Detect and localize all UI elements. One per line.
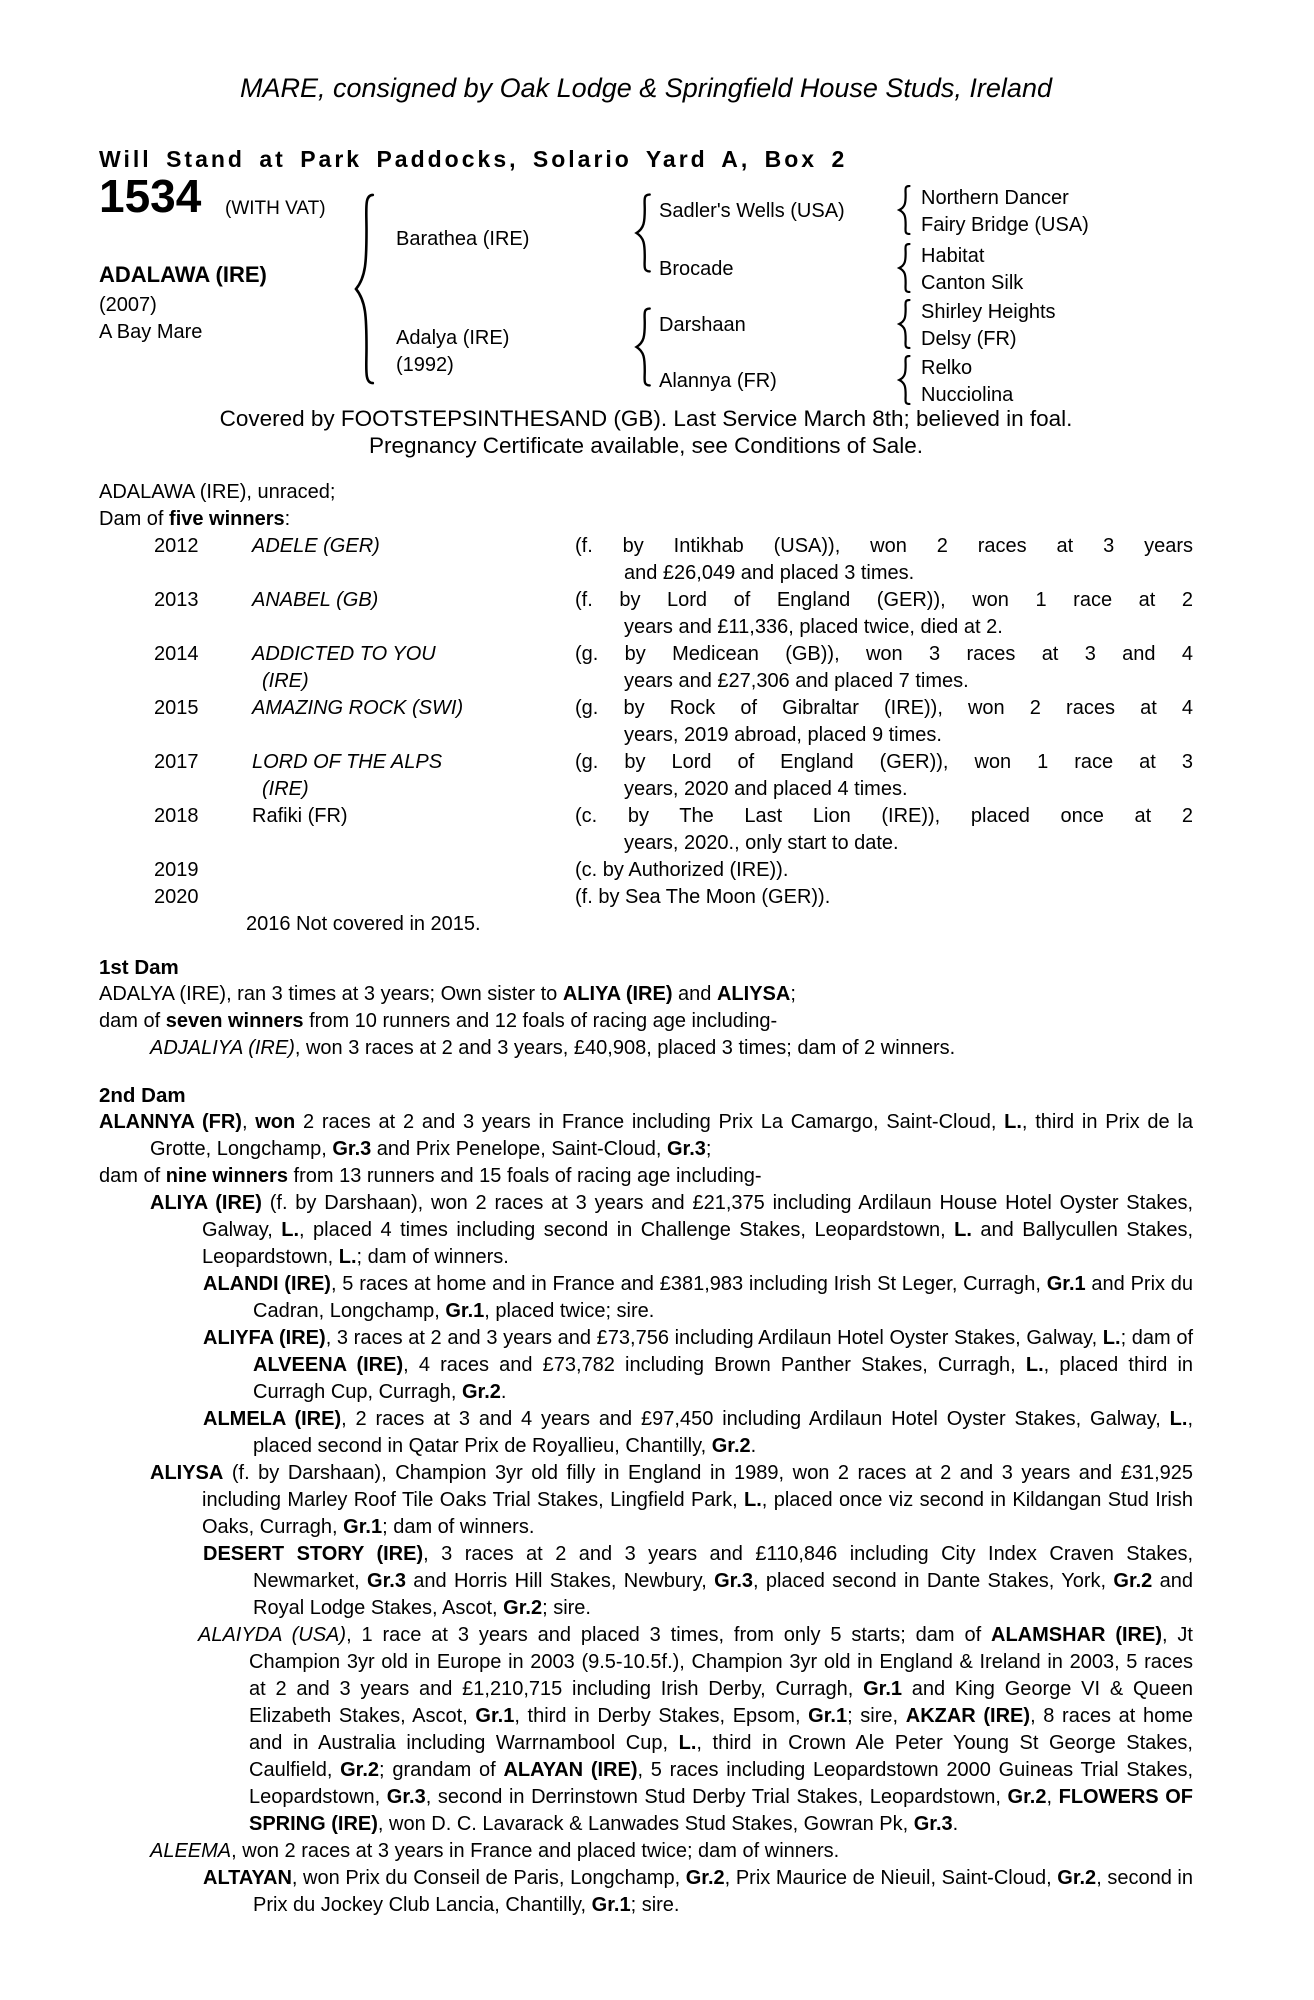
pedigree-paragraph: ALTAYAN, won Prix du Conseil de Paris, Longchamp, Gr.2, Prix Maurice de Nieuil, Saint-Cloud, Gr.2, second in Prix du Jockey Club Lancia, Chantilly, Gr.1; sire.: [203, 1867, 1193, 1916]
produce-desc-line-1: (c. by Authorized (IRE)).: [575, 859, 789, 881]
produce-row: [154, 641, 1193, 695]
pedigree-paragraph: DESERT STORY (IRE), 3 races at 2 and 3 years and £110,846 including City Index Craven Stakes, Newmarket, Gr.3 and Horris Hill Stakes, Newbury, Gr.3, placed second in Dante Stakes, York, Gr.2 and Royal Lodge Stakes, Ascot, Gr.2; sire.: [203, 1543, 1194, 1619]
produce-row: [154, 695, 1193, 749]
produce-desc: [575, 857, 1193, 884]
horse-foaled-year: (2007): [99, 294, 157, 316]
pedigree-paragraph: dam of nine winners from 13 runners and 15 foals of racing age including-: [99, 1165, 762, 1187]
produce-year: 2019: [154, 859, 199, 881]
produce-desc-line-2: years and £27,306 and placed 7 times.: [624, 670, 969, 692]
first-dam-section: [99, 981, 1193, 1062]
covering-note: [99, 405, 1193, 459]
produce-row: [154, 533, 1193, 587]
produce-desc: [575, 533, 1193, 587]
pedigree-sire-dam: Brocade: [659, 258, 734, 280]
pedigree-paragraph: ALMELA (IRE), 2 races at 3 and 4 years and £97,450 including Ardilaun Hotel Oyster Stakes, Galway, L., placed second in Qatar Prix de Royallieu, Chantilly, Gr.2.: [203, 1408, 1194, 1457]
pedigree-paragraph: ALIYSA (f. by Darshaan), Champion 3yr old filly in England in 1989, won 2 races at 2 and 3 years and £31,925 including Marley Roof Tile Oaks Trial Stakes, Lingfield Park, L., placed once viz second in Kildangan Stud Irish Oaks, Curragh, Gr.1; dam of winners.: [150, 1462, 1193, 1538]
pedigree-block: [99, 170, 1193, 406]
second-dam-heading: 2nd Dam: [99, 1084, 186, 1107]
pedigree-dam-dam-sire: Relko: [921, 357, 973, 379]
horse-name: ADALAWA (IRE): [99, 262, 267, 287]
produce-row: [154, 857, 1193, 884]
pedigree-dam-year: (1992): [396, 354, 454, 376]
produce-name: [252, 857, 485, 884]
produce-row: [154, 803, 1193, 857]
produce-name: [252, 884, 485, 911]
curly-brace-icon: [895, 243, 912, 293]
pedigree-paragraph: ADJALIYA (IRE), won 3 races at 2 and 3 years, £40,908, placed 3 times; dam of 2 winners.: [150, 1037, 956, 1059]
produce-name: LORD OF THE ALPS (IRE): [252, 751, 443, 800]
produce-year: 2012: [154, 535, 199, 557]
vat-note: (WITH VAT): [225, 198, 326, 219]
produce-name: ANABEL (GB): [252, 589, 379, 611]
curly-brace-icon: [349, 191, 377, 387]
pedigree-sire-sire-dam: Fairy Bridge (USA): [921, 214, 1089, 236]
produce-year: 2013: [154, 589, 199, 611]
produce-desc-line-1: (f. by Intikhab (USA)), won 2 races at 3 years: [575, 535, 1193, 557]
produce-desc-line-2: years, 2020 and placed 4 times.: [624, 778, 908, 800]
produce-year: 2014: [154, 643, 199, 665]
produce-desc: [575, 641, 1193, 695]
dam-of-winners-line: Dam of five winners:: [99, 508, 291, 530]
produce-desc-line-2: years and £11,336, placed twice, died at 2.: [624, 616, 1003, 638]
lot-number: 1534: [99, 170, 202, 222]
pedigree-paragraph: ALIYFA (IRE), 3 races at 2 and 3 years and £73,756 including Ardilaun Hotel Oyster Stakes, Galway, L.; dam of ALVEENA (IRE), 4 races and £73,782 including Brown Panther Stakes, Curragh, L., placed third in Curragh Cup, Curragh, Gr.2.: [203, 1327, 1194, 1403]
produce-desc-line-1: (g. by Lord of England (GER)), won 1 race at 3: [575, 751, 1193, 773]
first-dam-heading: 1st Dam: [99, 956, 179, 979]
produce-desc: [575, 884, 1193, 911]
pedigree-dam-dam: Alannya (FR): [659, 370, 777, 392]
produce-year: 2020: [154, 886, 199, 908]
horse-description: A Bay Mare: [99, 321, 203, 343]
produce-desc-line-1: (f. by Sea The Moon (GER)).: [575, 886, 831, 908]
pedigree-sire-dam-sire: Habitat: [921, 245, 985, 267]
pedigree-paragraph: ALAIYDA (USA), 1 race at 3 years and placed 3 times, from only 5 starts; dam of ALAMSHAR (IRE), Jt Champion 3yr old in Europe in 2003 (9.5-10.5f.), Champion 3yr old in England & Ireland in 2003, 5 races at 2 and 3 years and £1,210,715 including Irish Derby, Curragh, Gr.1 and King George VI & Queen Elizabeth Stakes, Ascot, Gr.1, third in Derby Stakes, Epsom, Gr.1; sire, AKZAR (IRE), 8 races at home and in Australia including Warrnambool Cup, L., third in Crown Ale Peter Young St George Stakes, Caulfield, Gr.2; grandam of ALAYAN (IRE), 5 races including Leopardstown 2000 Guineas Trial Stakes, Leopardstown, Gr.3, second in Derrinstown Stud Derby Trial Stakes, Leopardstown, Gr.2, FLOWERS OF SPRING (IRE), won D. C. Lavarack & Lanwades Stud Stakes, Gowran Pk, Gr.3.: [198, 1624, 1194, 1835]
pedigree-dam-sire: Darshaan: [659, 314, 746, 336]
produce-desc: [575, 803, 1193, 857]
curly-brace-icon: [895, 355, 912, 405]
pedigree-dam-dam-dam: Nucciolina: [921, 384, 1014, 406]
pedigree-sire-sire: Sadler's Wells (USA): [659, 200, 845, 222]
produce-desc: [575, 695, 1193, 749]
produce-year: 2015: [154, 697, 199, 719]
curly-brace-icon: [631, 193, 653, 273]
produce-table: [99, 533, 1193, 911]
pedigree-sire-sire-sire: Northern Dancer: [921, 187, 1069, 209]
second-dam-section: [99, 1109, 1193, 1919]
produce-desc-line-1: (g. by Rock of Gibraltar (IRE)), won 2 races at 4: [575, 697, 1193, 719]
produce-desc-line-2: and £26,049 and placed 3 times.: [624, 562, 915, 584]
pedigree-paragraph: dam of seven winners from 10 runners and 12 foals of racing age including-: [99, 1010, 778, 1032]
pedigree-paragraph: ALANNYA (FR), won 2 races at 2 and 3 years in France including Prix La Camargo, Saint-Cloud, L., third in Prix de la Grotte, Longchamp, Gr.3 and Prix Penelope, Saint-Cloud, Gr.3;: [99, 1111, 1193, 1160]
produce-desc-line-2: years, 2020., only start to date.: [624, 832, 899, 854]
produce-name: ADELE (GER): [252, 535, 380, 557]
curly-brace-icon: [631, 307, 653, 387]
covering-line-1: Covered by FOOTSTEPSINTHESAND (GB). Last Service March 8th; believed in foal.: [219, 406, 1073, 431]
produce-intro: [99, 479, 1193, 533]
pedigree-dam-sire-sire: Shirley Heights: [921, 301, 1056, 323]
produce-note: 2016 Not covered in 2015.: [246, 913, 481, 935]
produce-name: Rafiki (FR): [252, 805, 348, 827]
covering-line-2: Pregnancy Certificate available, see Conditions of Sale.: [368, 433, 924, 458]
pedigree-dam-sire-dam: Delsy (FR): [921, 328, 1017, 350]
consignor-line: MARE, consigned by Oak Lodge & Springfield House Studs, Ireland: [240, 73, 1052, 103]
pedigree-dam: Adalya (IRE): [396, 327, 510, 349]
produce-year: 2017: [154, 751, 199, 773]
stand-location-line: Will Stand at Park Paddocks, Solario Yard A, Box 2: [99, 146, 848, 172]
pedigree-sire: Barathea (IRE): [396, 228, 530, 250]
produce-row: [154, 884, 1193, 911]
produce-desc-line-1: (c. by The Last Lion (IRE)), placed once at 2: [575, 805, 1193, 827]
pedigree-sire-dam-dam: Canton Silk: [921, 272, 1024, 294]
produce-desc-line-1: (f. by Lord of England (GER)), won 1 race at 2: [575, 589, 1193, 611]
produce-name: ADDICTED TO YOU (IRE): [252, 643, 436, 692]
pedigree-paragraph: ALANDI (IRE), 5 races at home and in France and £381,983 including Irish St Leger, Curragh, Gr.1 and Prix du Cadran, Longchamp, Gr.1, placed twice; sire.: [203, 1273, 1194, 1322]
pedigree-paragraph: ALEEMA, won 2 races at 3 years in France and placed twice; dam of winners.: [150, 1840, 840, 1862]
mare-race-record: ADALAWA (IRE), unraced;: [99, 481, 336, 503]
produce-desc: [575, 749, 1193, 803]
produce-row: [154, 749, 1193, 803]
produce-desc: [575, 587, 1193, 641]
produce-name: AMAZING ROCK (SWI): [252, 697, 464, 719]
produce-year: 2018: [154, 805, 199, 827]
produce-row: [154, 587, 1193, 641]
curly-brace-icon: [895, 299, 912, 349]
produce-desc-line-1: (g. by Medicean (GB)), won 3 races at 3 and 4: [575, 643, 1193, 665]
curly-brace-icon: [895, 185, 912, 235]
produce-desc-line-2: years, 2019 abroad, placed 9 times.: [624, 724, 942, 746]
pedigree-paragraph: ALIYA (IRE) (f. by Darshaan), won 2 races at 3 years and £21,375 including Ardilaun House Hotel Oyster Stakes, Galway, L., placed 4 times including second in Challenge Stakes, Leopardstown, L. and Ballycullen Stakes, Leopardstown, L.; dam of winners.: [150, 1192, 1194, 1268]
pedigree-paragraph: ADALYA (IRE), ran 3 times at 3 years; Own sister to ALIYA (IRE) and ALIYSA;: [99, 983, 796, 1005]
